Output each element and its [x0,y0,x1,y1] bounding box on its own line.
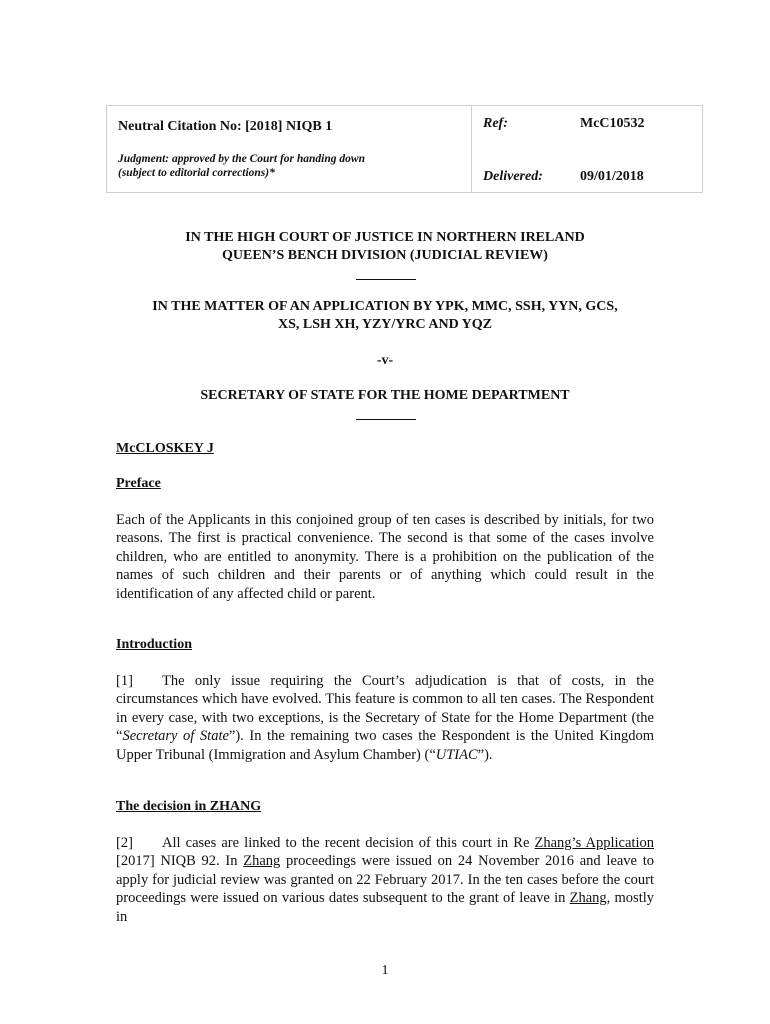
neutral-citation: Neutral Citation No: [2018] NIQB 1 [118,119,333,134]
paragraph-2: [2] All cases are linked to the recent decision of this court in Re Zhang’s Application [2017] NIQB 92. In Zhang proceedings were issued on 24 November 2016 and leave to apply for judicial review was granted on 22 February 2017. In the ten cases before the court proceedings were issued on various dates subsequent to the grant of leave in Zhang, mostly in [116,835,655,925]
heading-rule-2 [356,419,416,420]
delivered-label: Delivered: [483,169,543,184]
approval-line-1: Judgment: approved by the Court for handing down [118,153,365,165]
approval-line-2: (subject to editorial corrections)* [118,167,275,179]
defined-term: UTIAC [435,746,478,763]
respondent-heading: SECRETARY OF STATE FOR THE HOME DEPARTMENT [200,388,570,403]
paragraph-number: [1] [116,673,133,689]
defined-term: Secretary of State [122,728,229,745]
court-heading [110,229,660,265]
judge-name: McCLOSKEY J [116,441,214,456]
ref-label: Ref: [483,116,508,131]
preface-heading: Preface [116,476,161,491]
paragraph-number: [2] [116,835,133,851]
paragraph-1: [1] The only issue requiring the Court’s adjudication is that of costs, in the circumstances which have evolved. This feature is common to all ten cases. The Respondent in every case, with two exceptions, is the Secretary of State for the Home Department (the “Secretary of State”). In the remaining two cases the Respondent is the United Kingdom Upper Tribunal (Immigration and Asylum Chamber) (“UTIAC”). [116,673,654,763]
approval-note [118,152,458,180]
matter-line-2: XS, LSH XH, YZY/YRC AND YQZ [277,317,493,332]
introduction-heading: Introduction [116,637,192,652]
case-reference: Zhang [569,890,607,907]
page-number: 1 [381,963,389,978]
court-line-1: IN THE HIGH COURT OF JUSTICE IN NORTHERN IRELAND [185,230,585,245]
versus: -v- [376,353,394,368]
court-line-2: QUEEN’S BENCH DIVISION (JUDICIAL REVIEW) [222,248,548,263]
ref-value: McC10532 [580,116,645,131]
citation-header-box [106,105,703,193]
matter-heading [110,298,660,334]
heading-rule-1 [356,279,416,280]
case-citation: Zhang’s Application [534,835,654,851]
header-divider [471,106,472,192]
case-reference: Zhang [243,853,281,870]
preface-paragraph: Each of the Applicants in this conjoined group of ten cases is described by initials, for two reasons. The first is practical convenience. The second is that some of the cases involve children, who are entitled to anonymity. There is a prohibition on the publication of the names of such children and their parents or of anything which could result in the identification of any affected child or parent. [116,512,654,602]
matter-line-1: IN THE MATTER OF AN APPLICATION BY YPK, MMC, SSH, YYN, GCS, [152,299,618,314]
delivered-value: 09/01/2018 [580,169,644,184]
zhang-heading: The decision in ZHANG [116,799,262,814]
